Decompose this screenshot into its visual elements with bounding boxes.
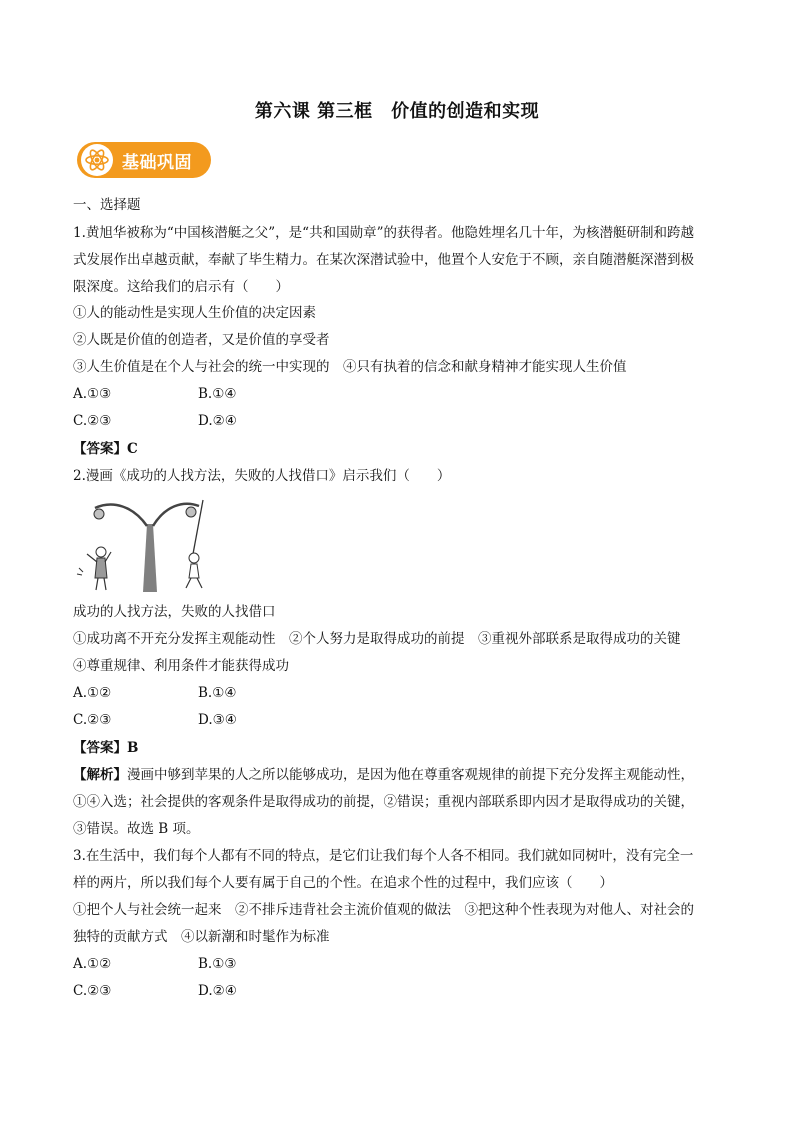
q3-option-a: A.①② [73, 956, 112, 972]
q1-statement: ①人的能动性是实现人生价值的决定因素 [73, 305, 316, 321]
q2-option-c: C.②③ [73, 712, 112, 728]
q2-analysis-line: ①④入选；社会提供的客观条件是取得成功的前提，②错误；重视内部联系即内因才是取得成功的关键， [73, 794, 694, 810]
analysis-label: 【解析】 [73, 767, 127, 783]
q2-option-d: D.③④ [198, 712, 237, 728]
q1-answer: 【答案】C [73, 441, 138, 457]
section-banner [77, 142, 211, 178]
q2-analysis [73, 766, 694, 784]
q2-answer: 【答案】B [73, 740, 139, 756]
q1-option-d: D.②④ [198, 413, 237, 429]
page-title: 第六课 第三框 价值的创造和实现 [254, 101, 540, 122]
q2-analysis-line: ③错误。故选 B 项。 [73, 821, 200, 837]
q1-statement: ②人既是价值的创造者，又是价值的享受者 [73, 332, 330, 348]
q2-option-a: A.①② [73, 685, 112, 701]
q1-line: 1.黄旭华被称为“中国核潜艇之父”，是“共和国勋章”的获得者。他隐姓埋名几十年，为核潜艇研制和跨越 [73, 225, 694, 241]
q2-statement: ④尊重规律、利用条件才能获得成功 [73, 658, 289, 674]
q3-statement: 独特的贡献方式 ④以新潮和时髦作为标准 [73, 929, 330, 945]
q2-stem: 2.漫画《成功的人找方法，失败的人找借口》启示我们（ ） [73, 468, 451, 484]
q3-option-b: B.①③ [198, 956, 237, 972]
analysis-text: 漫画中够到苹果的人之所以能够成功，是因为他在尊重客观规律的前提下充分发挥主观能动性， [127, 767, 694, 783]
q1-option-b: B.①④ [198, 386, 237, 402]
q1-option-a: A.①③ [73, 386, 112, 402]
atom-icon [81, 144, 113, 176]
q1-line: 式发展作出卓越贡献，奉献了毕生精力。在某次深潜试验中，他置个人安危于不顾，亲自随潜艇深潜到极 [73, 252, 694, 268]
q1-statement: ③人生价值是在个人与社会的统一中实现的 ④只有执着的信念和献身精神才能实现人生价值 [73, 359, 627, 375]
cartoon-caption: 成功的人找方法，失败的人找借口 [73, 604, 276, 620]
q2-option-b: B.①④ [198, 685, 237, 701]
q3-option-d: D.②④ [198, 983, 237, 999]
q3-statement: ①把个人与社会统一起来 ②不排斥违背社会主流价值观的做法 ③把这种个性表现为对他人、对社会的 [73, 902, 694, 918]
banner-label: 基础巩固 [122, 152, 192, 173]
q1-line: 限深度。这给我们的启示有（ ） [73, 279, 289, 295]
section-heading: 一、选择题 [73, 197, 141, 213]
q1-option-c: C.②③ [73, 413, 112, 429]
q3-line: 样的两片，所以我们每个人要有属于自己的个性。在追求个性的过程中，我们应该（ ） [73, 875, 613, 891]
cartoon-image [73, 494, 223, 596]
q3-line: 3.在生活中，我们每个人都有不同的特点，是它们让我们每个人各不相同。我们就如同树叶，没有完全一 [73, 848, 694, 864]
q2-statement: ①成功离不开充分发挥主观能动性 ②个人努力是取得成功的前提 ③重视外部联系是取得成功的关键 [73, 631, 681, 647]
q3-option-c: C.②③ [73, 983, 112, 999]
